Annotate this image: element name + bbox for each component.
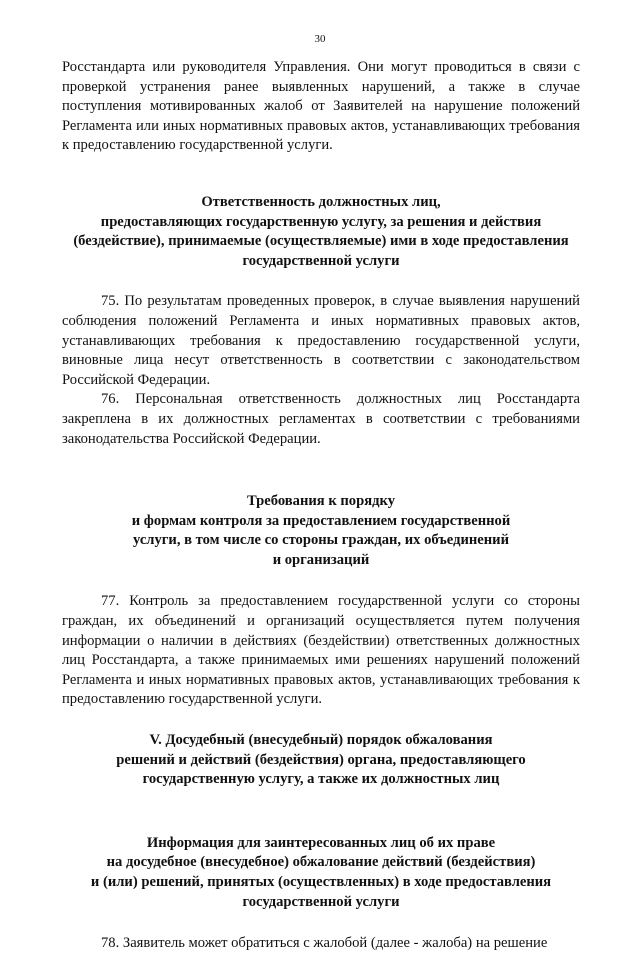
heading-line: и формам контроля за предоставлением государственной xyxy=(131,512,511,529)
document-body xyxy=(62,58,580,954)
heading-line: государственной услуги xyxy=(242,252,400,269)
heading-line: (бездействие), принимаемые (осуществляемые) ими в ходе предоставления xyxy=(73,233,569,250)
heading-line: государственную услугу, а также их должностных лиц xyxy=(142,771,500,788)
heading-line: Ответственность должностных лиц, xyxy=(201,193,441,210)
heading-line: Информация для заинтересованных лиц об их праве xyxy=(146,834,496,851)
heading-line: услуги, в том числе со стороны граждан, их объединений xyxy=(132,532,509,549)
paragraph-77: 77. Контроль за предоставлением государственной услуги со стороны граждан, их объединений и организаций осуществляется путем получения информации о наличии в действиях (бездействии) ответственных должностных лиц Росстандарта, а также принимаемых ими решениях нарушений положений Регламента и иных нормативных правовых актов, устанавливающих требования к предоставлению государственной услуги. xyxy=(62,593,580,708)
heading-line: предоставляющих государственную услугу, за решения и действия xyxy=(100,213,542,230)
section-heading-appeal-information xyxy=(62,834,580,912)
paragraph-78: 78. Заявитель может обратиться с жалобой (далее - жалоба) на решение xyxy=(101,935,548,952)
heading-line: решений и действий (бездействия) органа, предоставляющего xyxy=(116,751,526,768)
page-number: 30 xyxy=(314,33,326,45)
paragraph-75: 75. По результатам проведенных проверок, в случае выявления нарушений соблюдения положений Регламента и иных нормативных правовых актов, устанавливающих требования к предоставлению государственной услуги, виновные лица несут ответственность в соответствии с законодательством Российской Федерации. xyxy=(62,293,580,388)
heading-line: государственной услуги xyxy=(242,893,400,910)
paragraph-76: 76. Персональная ответственность должностных лиц Росстандарта закреплена в их должностных регламентах в соответствии с требованиями законодательства Российской Федерации. xyxy=(62,391,580,447)
heading-line: Требования к порядку xyxy=(246,493,395,510)
heading-line: и (или) решений, принятых (осуществленных) в ходе предоставления xyxy=(90,874,552,890)
section-heading-control-requirements xyxy=(62,492,580,570)
section-heading-responsibility xyxy=(62,193,580,271)
intro-paragraph: Росстандарта или руководителя Управления. Они могут проводиться в связи с проверкой устранения ранее выявленных нарушений, а также в случае поступления мотивированных жалоб от Заявителей на нарушение положений Регламента или иных нормативных правовых актов, устанавливающих требования к предоставлению государственной услуги. xyxy=(62,59,580,154)
heading-line: на досудебное (внесудебное) обжалование действий (бездействия) xyxy=(106,854,536,871)
heading-line: и организаций xyxy=(272,551,370,568)
chapter-heading-v xyxy=(62,731,580,790)
heading-line: V. Досудебный (внесудебный) порядок обжалования xyxy=(149,732,493,749)
